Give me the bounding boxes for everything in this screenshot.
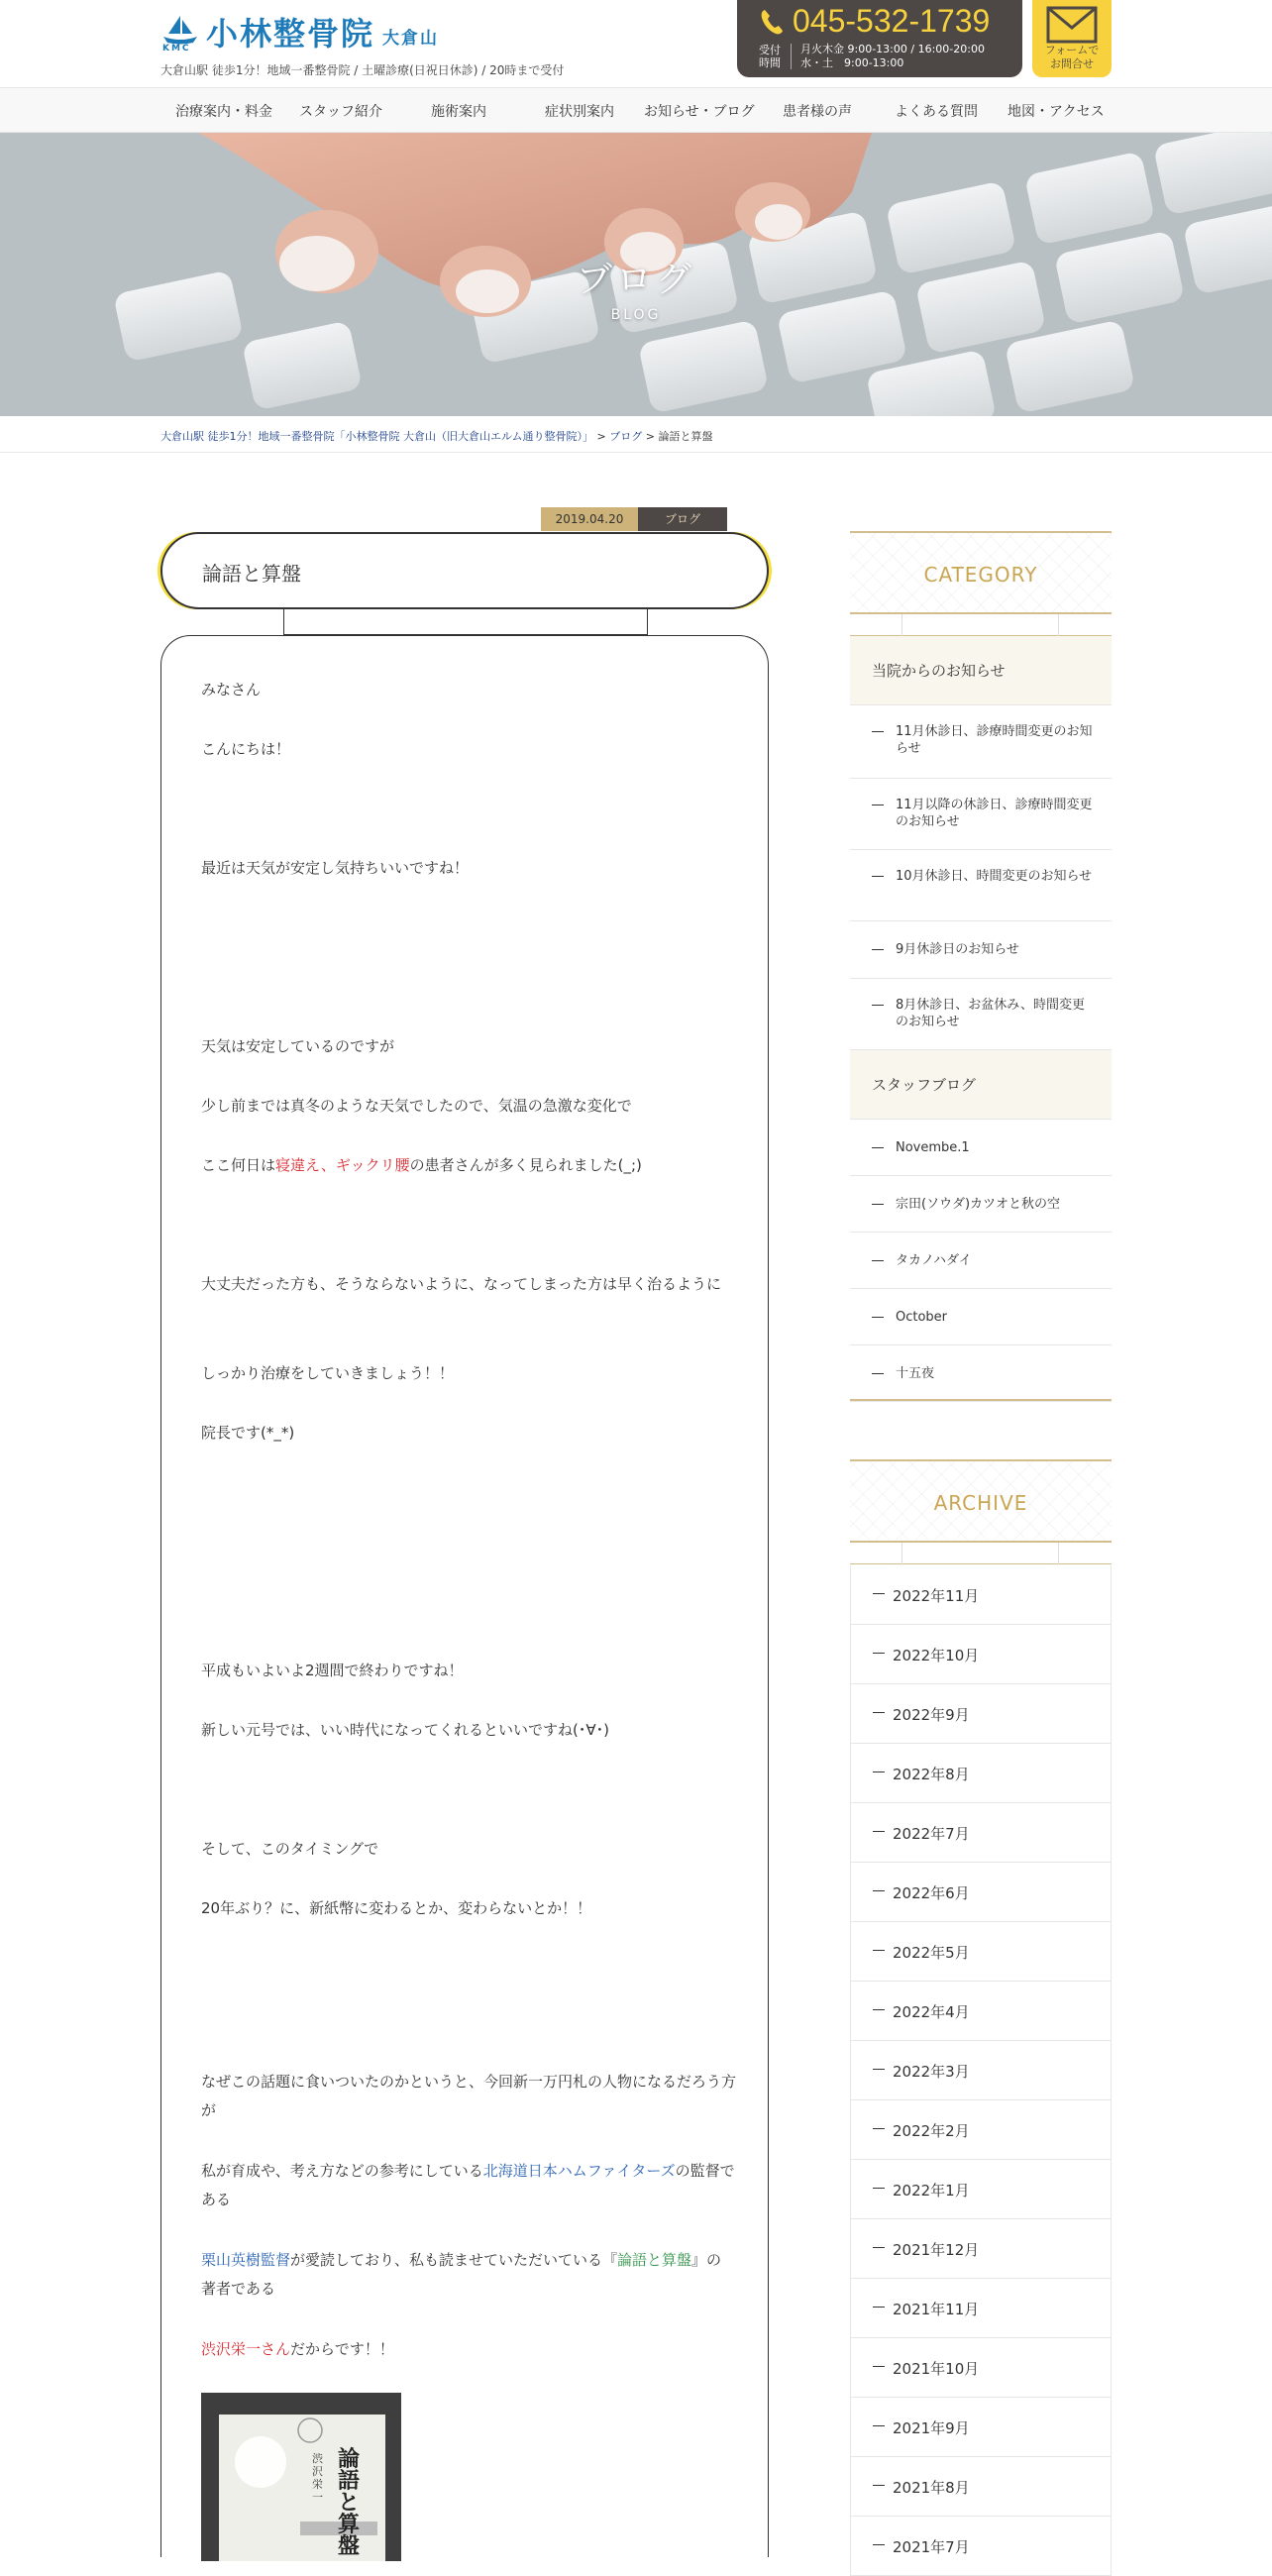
- hours-label: 受付 時間: [759, 44, 781, 69]
- dash-icon: [873, 1593, 885, 1594]
- archive-label: 2021年8月: [893, 2479, 970, 2497]
- archive-link[interactable]: [850, 2279, 1112, 2338]
- hours-line-weekend: 水・土 9:00-13:00: [800, 56, 904, 69]
- dash-icon: [873, 2188, 885, 2189]
- highlight-green-text: 論語と算盤: [617, 2251, 692, 2269]
- sidebar-post-title: 10月休診日、時間変更のお知らせ: [896, 869, 1093, 884]
- dash-icon: [872, 1260, 884, 1261]
- business-hours: [800, 43, 985, 70]
- sidebar-post-link[interactable]: [850, 705, 1112, 779]
- dash-icon: [872, 876, 884, 877]
- logo-area: 大倉山: [382, 29, 440, 49]
- nav-testimonials[interactable]: 患者様の声: [783, 104, 852, 120]
- nav-staff[interactable]: スタッフ紹介: [299, 104, 382, 120]
- page-title: ブログ: [576, 260, 695, 300]
- breadcrumb-current: 論語と算盤: [658, 430, 713, 443]
- sidebar-post-link[interactable]: [850, 979, 1112, 1050]
- post-paragraph: 最近は天気が安定し気持ちいいですね！: [201, 859, 470, 877]
- category-group-notices[interactable]: [850, 636, 1112, 705]
- post-paragraph: しっかり治療をしていきましょう！！: [201, 1364, 455, 1382]
- dash-icon: [873, 1950, 885, 1951]
- post-body: [160, 635, 769, 2557]
- logo-mark-text: KMC: [162, 44, 191, 54]
- post-paragraph: [201, 2335, 736, 2364]
- archive-heading: ARCHIVE: [933, 1491, 1028, 1515]
- archive-link[interactable]: [850, 1684, 1112, 1744]
- logo-name: 小林整骨院: [206, 15, 375, 53]
- page-hero: [0, 133, 1272, 416]
- archive-label: 2022年7月: [893, 1825, 970, 1843]
- dash-icon: [872, 1147, 884, 1148]
- phone-number[interactable]: 045-532-1739: [793, 3, 991, 39]
- sidebar-post-link[interactable]: [850, 779, 1112, 850]
- dash-icon: [873, 1890, 885, 1891]
- archive-link[interactable]: [850, 1565, 1112, 1625]
- archive-label: 2021年11月: [893, 2301, 980, 2318]
- archive-link[interactable]: [850, 1803, 1112, 1863]
- site-header: [0, 0, 1272, 87]
- ship-logo-icon: [160, 12, 200, 54]
- nav-treatment-fees[interactable]: 治療案内・料金: [175, 104, 272, 120]
- post-paragraph: 新しい元号では、いい時代になってくれるといいですね(･∀･): [201, 1721, 609, 1739]
- dash-icon: [872, 949, 884, 950]
- breadcrumb-separator: >: [593, 430, 610, 443]
- category-bottom-rule: [850, 1399, 1112, 1401]
- archive-label: 2021年9月: [893, 2419, 970, 2437]
- text-run: の監督である: [201, 2162, 735, 2208]
- archive-label: 2022年4月: [893, 2003, 970, 2021]
- mail-icon: [1046, 6, 1098, 48]
- archive-heading-box: [850, 1459, 1112, 1543]
- post-category-badge[interactable]: ブログ: [638, 507, 727, 531]
- archive-link[interactable]: [850, 2160, 1112, 2219]
- text-run: が愛読しており、私も読ませていただいている『: [290, 2251, 618, 2269]
- text-run: の患者さんが多く見られました(_;): [409, 1156, 642, 1174]
- dash-icon: [873, 2485, 885, 2486]
- text-run: だからです！！: [290, 2340, 394, 2358]
- phone-icon: [759, 8, 785, 40]
- archive-link[interactable]: [850, 1625, 1112, 1684]
- post-date: 2019.04.20: [541, 507, 638, 531]
- sidebar-post-title: Novembe.1: [896, 1140, 970, 1155]
- archive-link[interactable]: [850, 1863, 1112, 1922]
- sidebar-post-link[interactable]: [850, 1176, 1112, 1233]
- category-group-staff-blog[interactable]: [850, 1050, 1112, 1120]
- archive-label: 2022年6月: [893, 1884, 970, 1902]
- dash-icon: [873, 2247, 885, 2248]
- post-paragraph: 平成もいよいよ2週間で終わりですね！: [201, 1662, 464, 1679]
- dash-icon: [872, 1317, 884, 1318]
- dash-icon: [873, 2425, 885, 2426]
- archive-label: 2022年1月: [893, 2182, 970, 2200]
- sidebar-post-title: 8月休診日、お盆休み、時間変更のお知らせ: [896, 998, 1086, 1029]
- highlight-blue-text: 北海道日本ハムファイターズ: [482, 2162, 676, 2180]
- book-photo: [201, 2393, 401, 2561]
- dash-icon: [873, 2128, 885, 2129]
- post-paragraph: 大丈夫だった方も、そうならないように、なってしまった方は早く治るように: [201, 1275, 722, 1293]
- nav-treatments[interactable]: 施術案内: [431, 104, 486, 120]
- site-logo[interactable]: [160, 12, 439, 54]
- post-title-box: [160, 532, 769, 609]
- dash-icon: [872, 1373, 884, 1374]
- site-tagline: 大倉山駅 徒歩1分！地域一番整骨院 / 土曜診療(日祝日休診) / 20時まで受付: [160, 63, 565, 77]
- sidebar-post-link[interactable]: [850, 1233, 1112, 1289]
- category-heading: CATEGORY: [923, 563, 1038, 587]
- archive-link[interactable]: [850, 2517, 1112, 2576]
- archive-label: 2021年10月: [893, 2360, 980, 2378]
- hours-divider: [791, 44, 792, 69]
- archive-label: 2022年8月: [893, 1766, 970, 1783]
- page-subtitle: BLOG: [610, 307, 662, 323]
- breadcrumb-separator: >: [642, 430, 659, 443]
- archive-label: 2022年11月: [893, 1587, 980, 1605]
- archive-label: 2022年5月: [893, 1944, 970, 1962]
- breadcrumb-blog-link[interactable]: ブログ: [609, 430, 643, 443]
- dash-icon: [872, 1005, 884, 1006]
- form-label-line2: お問合せ: [1050, 57, 1094, 70]
- highlight-red-text: 渋沢栄一さん: [201, 2340, 291, 2358]
- archive-link[interactable]: [850, 2398, 1112, 2457]
- dash-icon: [873, 1831, 885, 1832]
- breadcrumb: [160, 428, 713, 444]
- form-label-line1: フォームで: [1044, 44, 1100, 56]
- sidebar-post-link[interactable]: [850, 850, 1112, 921]
- dash-icon: [872, 731, 884, 732]
- archive-link[interactable]: [850, 2100, 1112, 2160]
- archive-label: 2022年3月: [893, 2063, 970, 2081]
- contact-form-button[interactable]: [1032, 0, 1112, 77]
- archive-link[interactable]: [850, 2457, 1112, 2517]
- breadcrumb-home-link[interactable]: 大倉山駅 徒歩1分！地域一番整骨院「小林整骨院 大倉山（旧大倉山エルム通り整骨院）」: [160, 430, 594, 443]
- post-title: 論語と算盤: [202, 562, 301, 586]
- dash-icon: [873, 1712, 885, 1713]
- sidebar-post-title: 11月休診日、診療時間変更のお知らせ: [896, 724, 1093, 756]
- post-paragraph: そして、このタイミングで: [201, 1840, 379, 1858]
- archive-link[interactable]: [850, 1744, 1112, 1803]
- post-paragraph: [201, 2246, 736, 2304]
- dash-icon: [872, 1204, 884, 1205]
- post-paragraph: [201, 2157, 736, 2214]
- sidebar-post-title: October: [896, 1310, 948, 1325]
- category-group-label: スタッフブログ: [872, 1076, 977, 1094]
- nav-access[interactable]: 地図・アクセス: [1007, 104, 1105, 120]
- post-paragraph: なぜこの話題に食いついたのかというと、今回新一万円札の人物になるだろう方が: [201, 2073, 737, 2119]
- text-run: 私が育成や、考え方などの参考にしている: [201, 2162, 483, 2180]
- book-cover-title: 論語と算盤: [338, 2446, 361, 2559]
- archive-link[interactable]: [850, 2338, 1112, 2398]
- sidebar-post-title: 9月休診日のお知らせ: [896, 942, 1019, 957]
- archive-heading-tabs: [850, 1543, 1112, 1564]
- category-group-label: 当院からのお知らせ: [872, 662, 1006, 680]
- archive-label: 2022年10月: [893, 1647, 980, 1664]
- archive-label: 2021年7月: [893, 2538, 970, 2556]
- text-run: ここ何日は: [201, 1156, 276, 1174]
- archive-link[interactable]: [850, 1922, 1112, 1982]
- archive-link[interactable]: [850, 1982, 1112, 2041]
- nav-symptoms[interactable]: 症状別案内: [545, 104, 614, 120]
- archive-link[interactable]: [850, 2219, 1112, 2279]
- dash-icon: [873, 2009, 885, 2010]
- post-paragraph: こんにちは！: [201, 740, 291, 758]
- hours-line-weekday: 月火木金 9:00-13:00 / 16:00-20:00: [800, 43, 985, 55]
- archive-label: 2022年2月: [893, 2122, 970, 2140]
- sidebar-post-link[interactable]: [850, 1120, 1112, 1176]
- phone-contact[interactable]: [737, 0, 1022, 77]
- post-paragraph: 少し前までは真冬のような天気でしたので、気温の急激な変化で: [201, 1097, 632, 1115]
- post-paragraph: 天気は安定しているのですが: [201, 1037, 395, 1055]
- breadcrumb-divider: [0, 452, 1272, 453]
- highlight-red-text: 寝違え、ギックリ腰: [275, 1156, 410, 1174]
- text-run: 』の著者である: [201, 2251, 722, 2298]
- post-paragraph: みなさん: [201, 681, 262, 698]
- sidebar-post-link[interactable]: [850, 1289, 1112, 1345]
- post-paragraph: [201, 1151, 736, 1180]
- category-heading-box: [850, 531, 1112, 614]
- sidebar-post-title: 十五夜: [896, 1366, 935, 1381]
- dash-icon: [873, 1771, 885, 1772]
- global-nav: [0, 87, 1272, 133]
- sidebar-post-title: 宗田(ソウダ)カツオと秋の空: [896, 1197, 1061, 1212]
- post-title-connector: [283, 609, 648, 635]
- sidebar-post-link[interactable]: [850, 921, 1112, 979]
- nav-faq[interactable]: よくある質問: [895, 104, 978, 120]
- category-heading-tabs: [850, 614, 1112, 636]
- archive-label: 2021年12月: [893, 2241, 980, 2259]
- sidebar-post-title: タカノハダイ: [896, 1253, 972, 1268]
- dash-icon: [873, 1653, 885, 1654]
- sidebar-post-link[interactable]: [850, 1345, 1112, 1402]
- sidebar-post-title: 11月以降の休診日、診療時間変更のお知らせ: [896, 798, 1093, 829]
- post-paragraph: 院長です(*_*): [201, 1424, 295, 1442]
- archive-label: 2022年9月: [893, 1706, 970, 1724]
- book-cover-author: 渋沢栄一: [312, 2452, 323, 2504]
- nav-news-blog[interactable]: お知らせ・ブログ: [644, 104, 755, 120]
- dash-icon: [873, 2544, 885, 2545]
- dash-icon: [873, 2307, 885, 2308]
- dash-icon: [873, 2069, 885, 2070]
- dash-icon: [873, 2366, 885, 2367]
- contact-form-label: [1032, 44, 1112, 71]
- archive-link[interactable]: [850, 2041, 1112, 2100]
- post-paragraph: 20年ぶり？に、新紙幣に変わるとか、変わらないとか！！: [201, 1899, 592, 1917]
- highlight-blue-text: 栗山英樹監督: [201, 2251, 291, 2269]
